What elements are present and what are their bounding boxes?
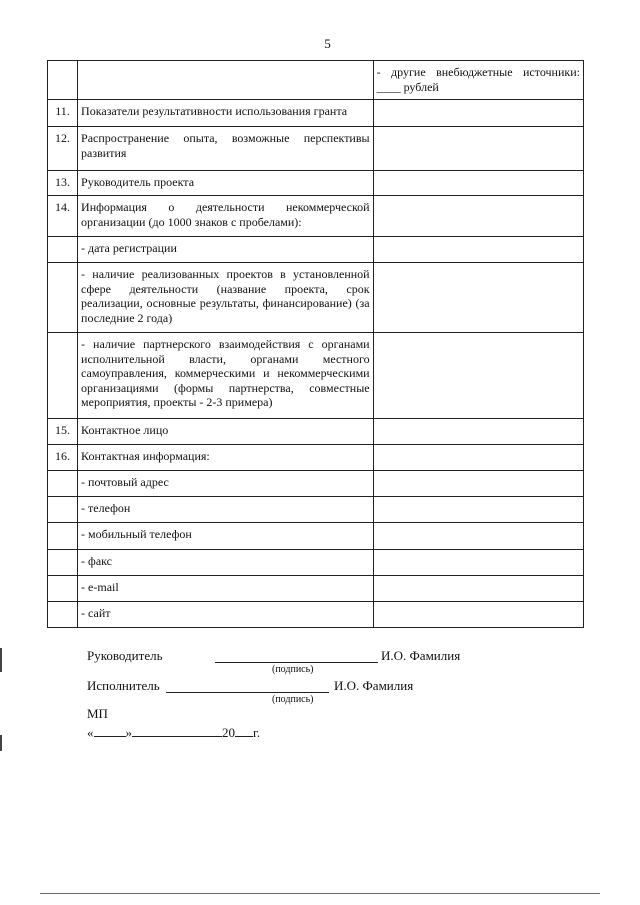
row-value[interactable]	[373, 602, 583, 628]
head-name: И.О. Фамилия	[381, 648, 461, 663]
row-label	[78, 61, 374, 100]
row-label: - e-mail	[78, 576, 374, 602]
row-label: Информация о деятельности некоммерческой организации (до 1000 знаков с пробелами):	[78, 196, 374, 237]
row-number	[48, 263, 78, 333]
row-number	[48, 237, 78, 263]
row-value[interactable]	[373, 100, 583, 127]
table-row	[48, 61, 584, 100]
row-number	[48, 471, 78, 497]
table-row	[48, 445, 584, 471]
head-signature-hint: (подпись)	[272, 664, 314, 675]
row-value[interactable]	[373, 576, 583, 602]
table-row	[48, 550, 584, 576]
scan-edge-mark	[0, 735, 2, 751]
row-number: 14.	[48, 196, 78, 237]
row-label: Руководитель проекта	[78, 171, 374, 196]
row-label: - наличие реализованных проектов в установленной сфере деятельности (название проекта, срок реализации, основные результаты, финансирование) (за последние 2 года)	[78, 263, 374, 333]
table-row	[48, 419, 584, 445]
row-label: - телефон	[78, 497, 374, 523]
table-row	[48, 497, 584, 523]
row-value[interactable]	[373, 263, 583, 333]
table-row	[48, 523, 584, 550]
stamp-label: МП	[87, 706, 108, 721]
row-value[interactable]	[373, 333, 583, 419]
row-value[interactable]	[373, 471, 583, 497]
row-number	[48, 497, 78, 523]
page-number: 5	[324, 36, 331, 51]
scan-edge-mark	[0, 648, 2, 672]
table-row	[48, 333, 584, 419]
table-row	[48, 127, 584, 171]
row-label: Показатели результативности использования гранта	[78, 100, 374, 127]
executor-role: Исполнитель	[87, 678, 160, 693]
row-label: - наличие партнерского взаимодействия с органами исполнительной власти, органами местного самоуправления, коммерческими и некоммерческими организациями (формы партнерства, совместные мероприятия, проекты - 2-3 примера)	[78, 333, 374, 419]
row-value[interactable]	[373, 127, 583, 171]
date-open-quote: «	[87, 725, 94, 740]
row-number	[48, 576, 78, 602]
row-number	[48, 550, 78, 576]
table-row	[48, 471, 584, 497]
row-value: - другие внебюджетные источники: ____ рублей	[373, 61, 583, 100]
application-form-table	[47, 60, 584, 628]
table-row	[48, 196, 584, 237]
executor-signature-hint: (подпись)	[272, 694, 314, 705]
row-number	[48, 602, 78, 628]
date-year-field[interactable]	[235, 724, 253, 737]
row-value[interactable]	[373, 419, 583, 445]
row-number: 16.	[48, 445, 78, 471]
executor-name: И.О. Фамилия	[334, 678, 414, 693]
date-row	[87, 724, 260, 741]
row-value[interactable]	[373, 497, 583, 523]
row-number	[48, 523, 78, 550]
row-label: Контактное лицо	[78, 419, 374, 445]
date-month-field[interactable]	[132, 724, 222, 737]
row-label: Распространение опыта, возможные перспективы развития	[78, 127, 374, 171]
table-row	[48, 171, 584, 196]
row-label: - сайт	[78, 602, 374, 628]
row-number	[48, 61, 78, 100]
row-label: - дата регистрации	[78, 237, 374, 263]
head-signature-row	[87, 648, 163, 664]
row-value[interactable]	[373, 550, 583, 576]
table-row	[48, 263, 584, 333]
row-value[interactable]	[373, 171, 583, 196]
table-row	[48, 237, 584, 263]
row-number: 13.	[48, 171, 78, 196]
table-row	[48, 602, 584, 628]
row-value[interactable]	[373, 445, 583, 471]
row-value[interactable]	[373, 523, 583, 550]
row-number	[48, 333, 78, 419]
table-row	[48, 576, 584, 602]
row-label: - почтовый адрес	[78, 471, 374, 497]
scan-bottom-edge	[40, 893, 600, 894]
row-label: Контактная информация:	[78, 445, 374, 471]
row-value[interactable]	[373, 237, 583, 263]
row-label: - факс	[78, 550, 374, 576]
row-label: - мобильный телефон	[78, 523, 374, 550]
date-day-field[interactable]	[94, 724, 126, 737]
date-suffix: г.	[253, 725, 261, 740]
row-number: 11.	[48, 100, 78, 127]
date-year-prefix: 20	[222, 725, 235, 740]
row-value[interactable]	[373, 196, 583, 237]
row-number: 12.	[48, 127, 78, 171]
row-number: 15.	[48, 419, 78, 445]
date-close-quote: »	[125, 725, 132, 740]
head-role: Руководитель	[87, 648, 163, 663]
table-row	[48, 100, 584, 127]
